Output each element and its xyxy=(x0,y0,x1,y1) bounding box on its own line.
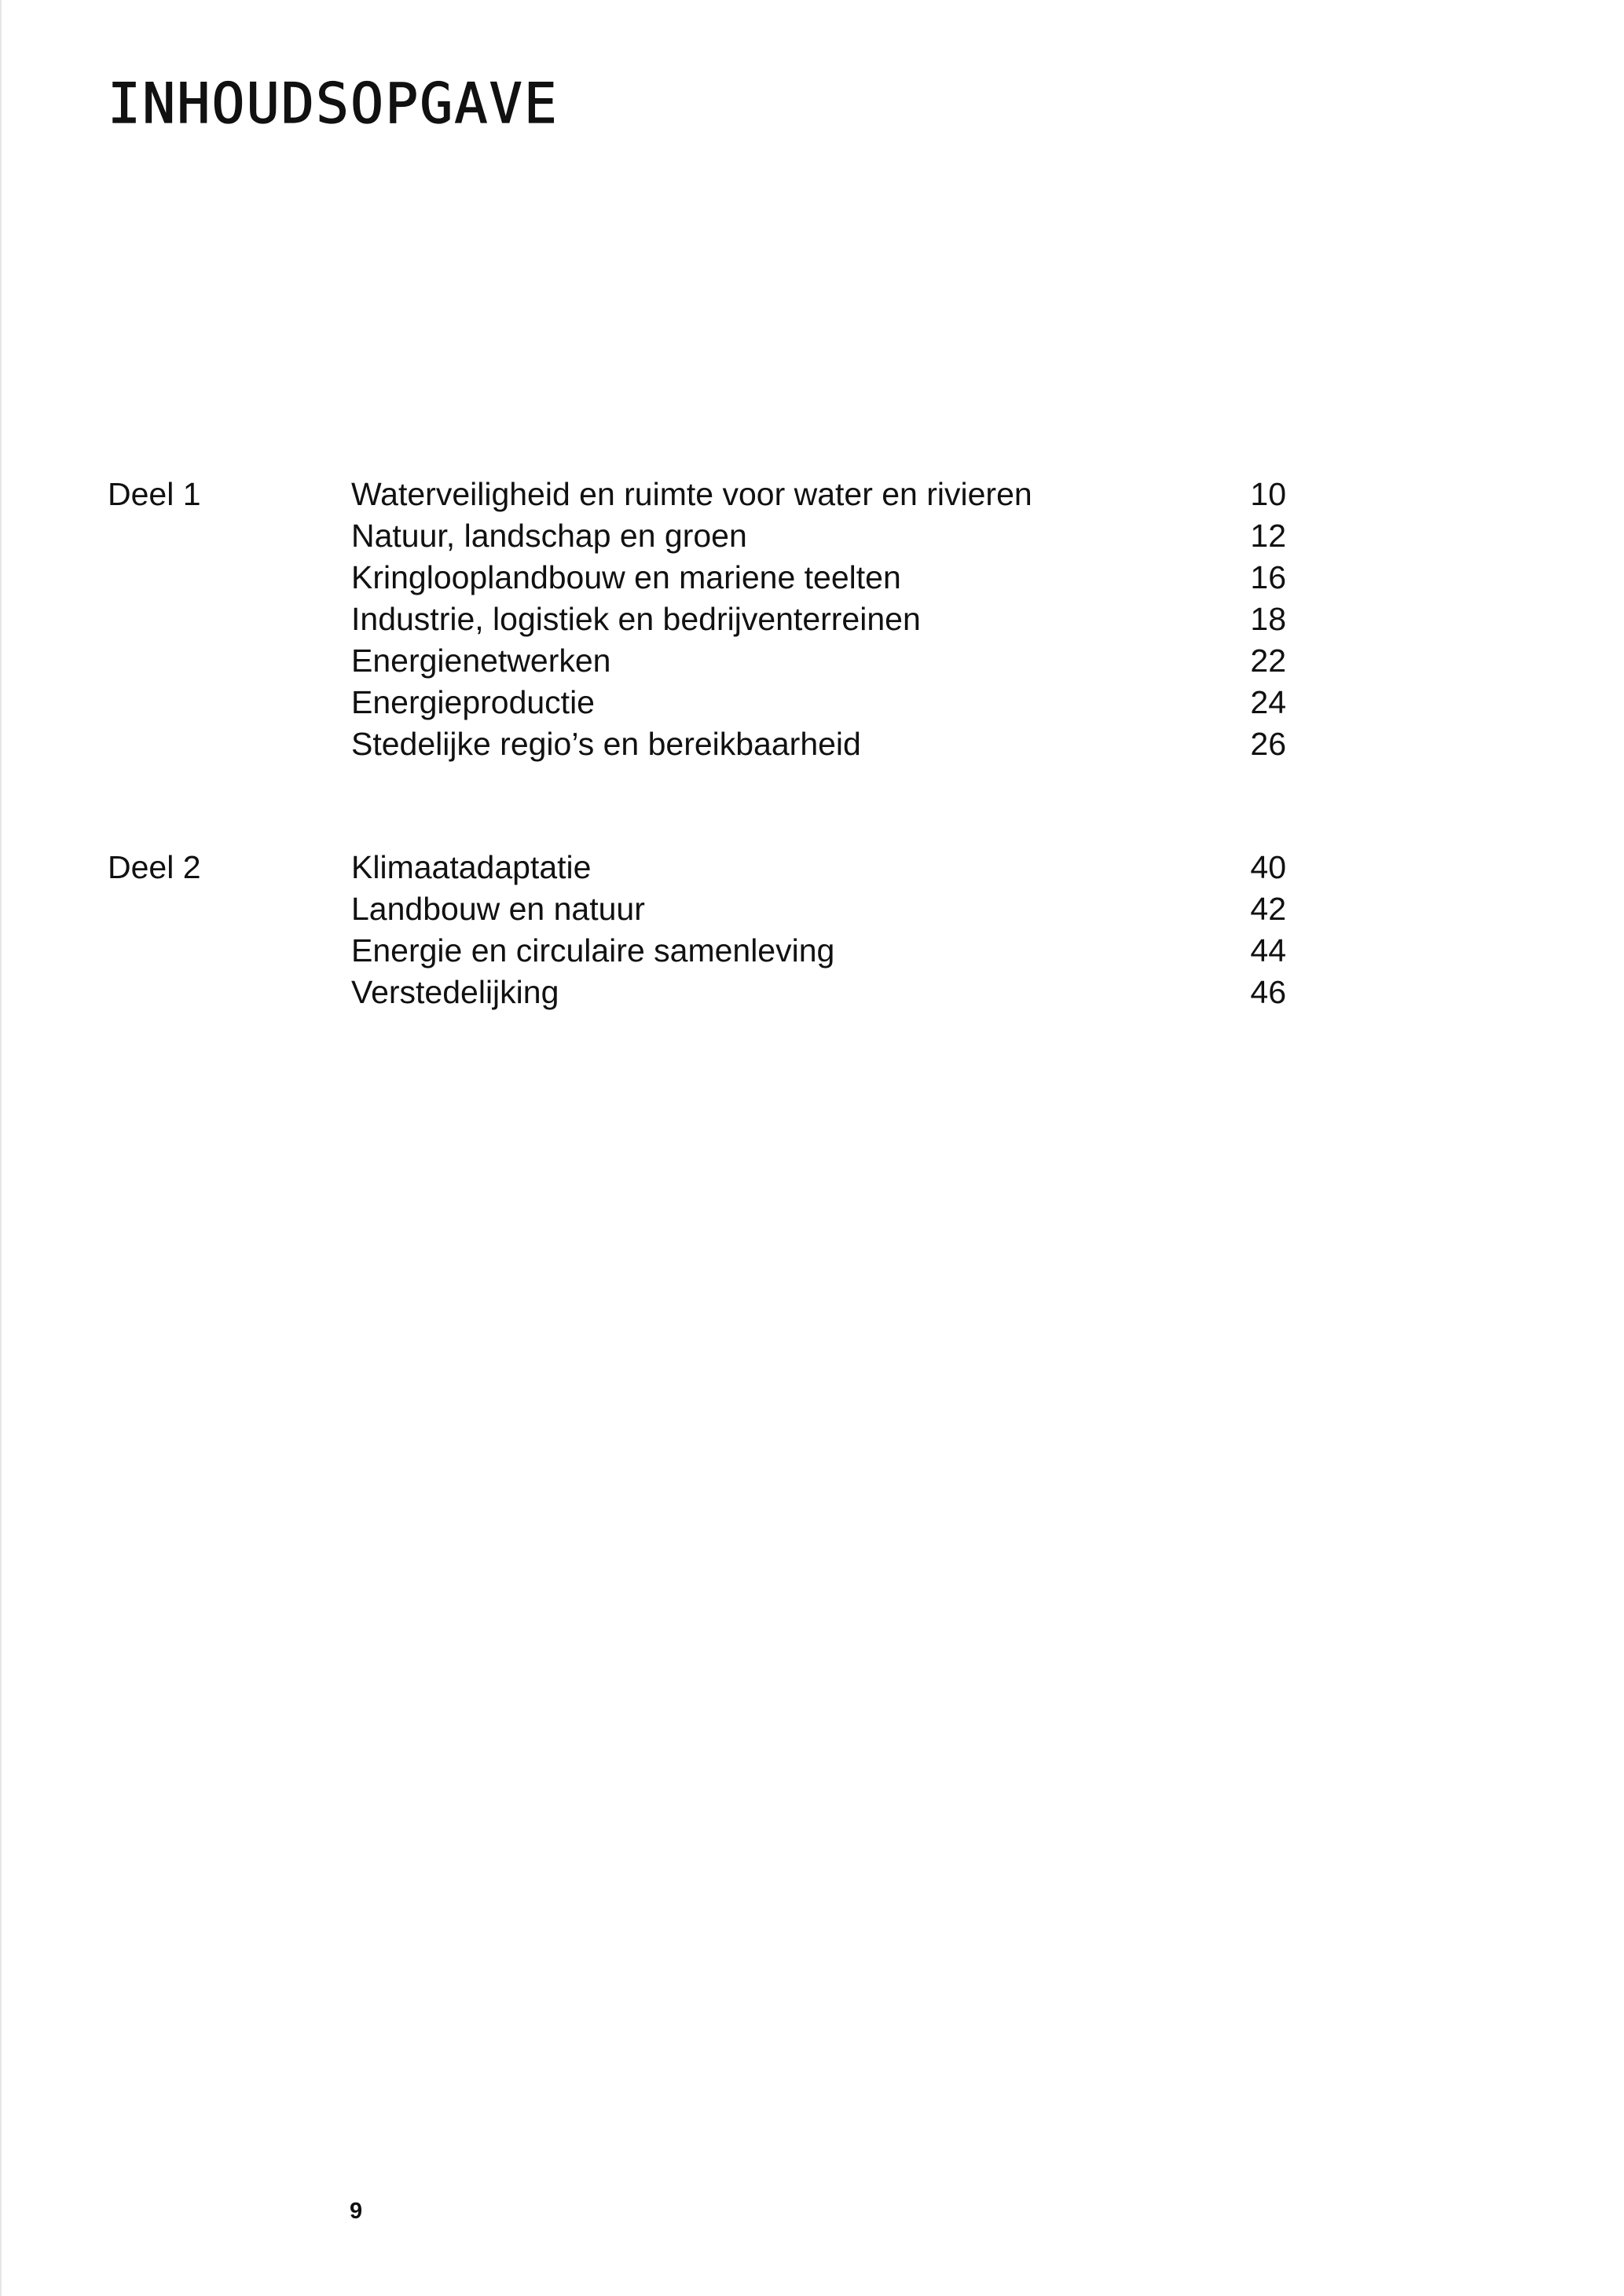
toc-entry-page: 46 xyxy=(1250,974,1286,1010)
toc-entry-page: 22 xyxy=(1250,643,1286,679)
toc-entry-title: Industrie, logistiek en bedrijventerreinen xyxy=(351,601,921,637)
toc-entry-list xyxy=(351,847,1286,1013)
toc-entry[interactable] xyxy=(351,474,1286,515)
toc-entry[interactable] xyxy=(351,557,1286,599)
toc-entry-list xyxy=(351,474,1286,765)
toc-entry[interactable] xyxy=(351,640,1286,682)
toc-entry-page: 18 xyxy=(1250,601,1286,637)
toc-entry-page: 40 xyxy=(1250,849,1286,885)
section-label: Deel 1 xyxy=(108,476,201,512)
toc-entry-page: 16 xyxy=(1250,559,1286,595)
toc-entry-title: Energieproductie xyxy=(351,684,595,720)
toc-entry-title: Energienetwerken xyxy=(351,643,611,679)
toc-entry-title: Verstedelijking xyxy=(351,974,559,1010)
toc-entry-title: Waterveiligheid en ruimte voor water en rivieren xyxy=(351,476,1032,512)
page-number: 9 xyxy=(350,2199,363,2224)
toc-entry[interactable] xyxy=(351,599,1286,640)
toc-entry-title: Energie en circulaire samenleving xyxy=(351,932,835,969)
toc-entry-page: 24 xyxy=(1250,684,1286,720)
toc-entry-page: 10 xyxy=(1250,476,1286,512)
toc-entry-page: 12 xyxy=(1250,518,1286,554)
toc-entry-title: Kringlooplandbouw en mariene teelten xyxy=(351,559,901,595)
toc-entry[interactable] xyxy=(351,515,1286,557)
toc-entry[interactable] xyxy=(351,888,1286,930)
toc-entry-title: Landbouw en natuur xyxy=(351,891,645,927)
section-label: Deel 2 xyxy=(108,849,201,885)
toc-entry[interactable] xyxy=(351,682,1286,723)
toc-entry[interactable] xyxy=(351,723,1286,765)
toc-entry-page: 26 xyxy=(1250,726,1286,762)
toc-entry-title: Klimaatadaptatie xyxy=(351,849,592,885)
toc-entry[interactable] xyxy=(351,930,1286,972)
toc-entry-page: 44 xyxy=(1250,932,1286,969)
toc-entry[interactable] xyxy=(351,972,1286,1013)
toc-entry-title: Stedelijke regio’s en bereikbaarheid xyxy=(351,726,861,762)
page-title: INHOUDSOPGAVE xyxy=(108,71,559,136)
page-edge xyxy=(0,0,2,2296)
toc-entry-title: Natuur, landschap en groen xyxy=(351,518,747,554)
toc-entry-page: 42 xyxy=(1250,891,1286,927)
toc-entry[interactable] xyxy=(351,847,1286,888)
